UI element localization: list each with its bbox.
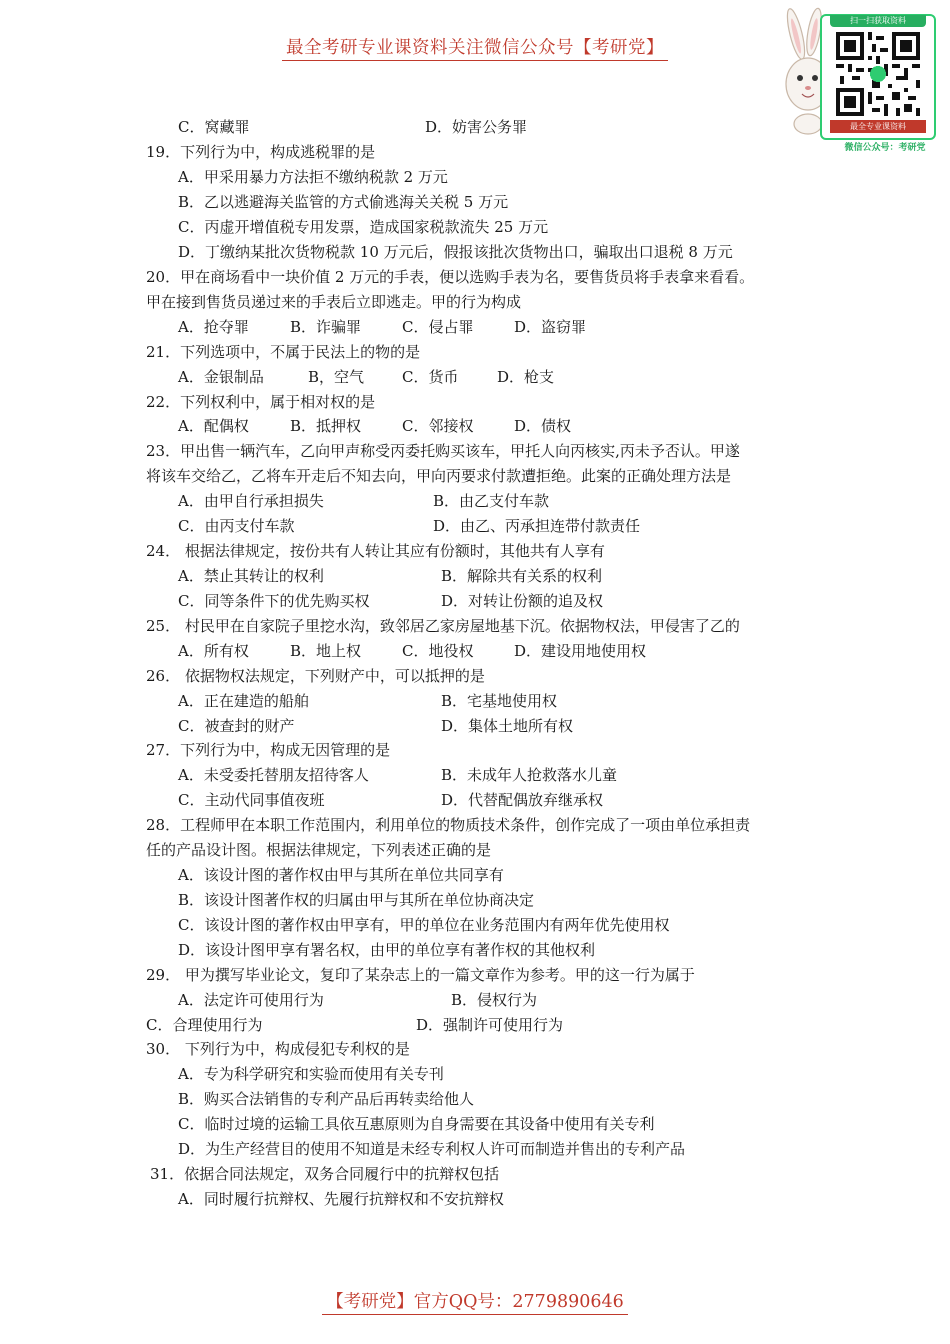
text-line: B．解除共有关系的权利 bbox=[441, 567, 603, 585]
text-line: B．乙以逃避海关监管的方式偷逃海关关税 5 万元 bbox=[178, 193, 509, 211]
text-line: 甲在接到售货员递过来的手表后立即逃走。甲的行为构成 bbox=[146, 293, 522, 311]
text-line: A．禁止其转让的权利 bbox=[178, 567, 324, 585]
text-line: C．合理使用行为 bbox=[146, 1016, 263, 1034]
text-line: B．抵押权 bbox=[290, 417, 362, 435]
wechat-account-label: 微信公众号：考研党 bbox=[844, 143, 926, 153]
page-footer bbox=[0, 1288, 950, 1313]
footer-contact[interactable]: 【考研党】官方QQ号：2779890646 bbox=[322, 1292, 628, 1315]
text-line: D．集体土地所有权 bbox=[441, 717, 574, 735]
text-line: C．丙虚开增值税专用发票，造成国家税款流失 25 万元 bbox=[178, 218, 549, 236]
text-line: D．代替配偶放弃继承权 bbox=[441, 791, 604, 809]
text-line: D．对转让份额的追及权 bbox=[441, 592, 604, 610]
text-line: B．侵权行为 bbox=[451, 991, 538, 1009]
text-line: A．同时履行抗辩权、先履行抗辩权和不安抗辩权 bbox=[178, 1190, 504, 1208]
text-line: 28．工程师甲在本职工作范围内，利用单位的物质技术条件，创作完成了一项由单位承担责 bbox=[146, 816, 751, 834]
text-line: D．为生产经营目的使用不知道是未经专利权人许可而制造并售出的专利产品 bbox=[178, 1140, 686, 1158]
text-line: C．侵占罪 bbox=[402, 318, 474, 336]
text-line: C．由丙支付车款 bbox=[178, 517, 295, 535]
text-line: D．妨害公务罪 bbox=[425, 118, 528, 136]
text-line: A．由甲自行承担损失 bbox=[178, 492, 324, 510]
text-line: A．金银制品 bbox=[178, 368, 264, 386]
text-line: B．由乙支付车款 bbox=[433, 492, 550, 510]
header-title[interactable]: 最全考研专业课资料关注微信公众号【考研党】 bbox=[282, 38, 668, 61]
text-line: 将该车交给乙，乙将车开走后不知去向，甲向丙要求付款遭拒绝。此案的正确处理方法是 bbox=[146, 467, 732, 485]
text-line: D．强制许可使用行为 bbox=[416, 1016, 564, 1034]
text-line: A．所有权 bbox=[178, 642, 249, 660]
text-line: D．该设计图甲享有署名权，由甲的单位享有著作权的其他权利 bbox=[178, 941, 596, 959]
text-line: A．抢夺罪 bbox=[178, 318, 249, 336]
text-line: 任的产品设计图。根据法律规定，下列表述正确的是 bbox=[146, 841, 492, 859]
text-line: 19．下列行为中，构成逃税罪的是 bbox=[146, 143, 376, 161]
text-line: A．正在建造的船舶 bbox=[178, 692, 309, 710]
text-line: A．该设计图的著作权由甲与其所在单位共同享有 bbox=[178, 866, 504, 884]
text-line: 29． 甲为撰写毕业论文，复印了某杂志上的一篇文章作为参考。甲的这一行为属于 bbox=[146, 966, 695, 984]
text-line: 25． 村民甲在自家院子里挖水沟，致邻居乙家房屋地基下沉。依据物权法，甲侵害了乙的 bbox=[146, 617, 740, 635]
text-line: C．货币 bbox=[402, 368, 459, 386]
text-line: 22．下列权利中，属于相对权的是 bbox=[146, 393, 376, 411]
text-line: D．盗窃罪 bbox=[514, 318, 587, 336]
text-line: D．由乙、丙承担连带付款责任 bbox=[433, 517, 641, 535]
text-line: C．被查封的财产 bbox=[178, 717, 295, 735]
text-line: D．枪支 bbox=[497, 368, 555, 386]
text-line: 24． 根据法律规定，按份共有人转让其应有份额时，其他共有人享有 bbox=[146, 542, 605, 560]
text-line: B．购买合法销售的专利产品后再转卖给他人 bbox=[178, 1090, 475, 1108]
qr-banner: 最全专业课资料 bbox=[830, 120, 926, 133]
text-line: 31．依据合同法规定，双务合同履行中的抗辩权包括 bbox=[150, 1165, 500, 1183]
promo-badge[interactable] bbox=[782, 6, 942, 156]
qr-scan-label: 扫一扫获取资料 bbox=[830, 15, 926, 27]
text-line: C．该设计图的著作权由甲享有，甲的单位在业务范围内有两年优先使用权 bbox=[178, 916, 670, 934]
text-line: B．未成年人抢救落水儿童 bbox=[441, 766, 618, 784]
text-line: C．邻接权 bbox=[402, 417, 474, 435]
text-line: B．地上权 bbox=[290, 642, 362, 660]
text-line: C．主动代同事值夜班 bbox=[178, 791, 325, 809]
text-line: 27．下列行为中，构成无因管理的是 bbox=[146, 741, 391, 759]
text-line: D．债权 bbox=[514, 417, 572, 435]
text-line: 20．甲在商场看中一块价值 2 万元的手表，便以选购手表为名，要售货员将手表拿来看看。 bbox=[146, 268, 755, 286]
text-line: A．未受委托替朋友招待客人 bbox=[178, 766, 369, 784]
text-line: B，空气 bbox=[308, 368, 365, 386]
text-line: D．建设用地使用权 bbox=[514, 642, 647, 660]
text-line: 30． 下列行为中，构成侵犯专利权的是 bbox=[146, 1040, 410, 1058]
text-line: C．同等条件下的优先购买权 bbox=[178, 592, 370, 610]
qr-card[interactable] bbox=[820, 14, 936, 140]
text-line: 21．下列选项中，不属于民法上的物的是 bbox=[146, 343, 421, 361]
text-line: D．丁缴纳某批次货物税款 10 万元后，假报该批次货物出口，骗取出口退税 8 万元 bbox=[178, 243, 733, 261]
text-line: A．甲采用暴力方法拒不缴纳税款 2 万元 bbox=[178, 168, 448, 186]
text-line: C．临时过境的运输工具依互惠原则为自身需要在其设备中使用有关专利 bbox=[178, 1115, 655, 1133]
text-line: B．宅基地使用权 bbox=[441, 692, 558, 710]
text-line: 26． 依据物权法规定，下列财产中，可以抵押的是 bbox=[146, 667, 485, 685]
text-line: A．配偶权 bbox=[178, 417, 249, 435]
text-line: A．法定许可使用行为 bbox=[178, 991, 324, 1009]
text-line: 23．甲出售一辆汽车，乙向甲声称受丙委托购买该车，甲托人向丙核实,丙未予否认。甲遂 bbox=[146, 442, 740, 460]
text-line: A．专为科学研究和实验而使用有关专刊 bbox=[178, 1065, 444, 1083]
text-line: C．窝藏罪 bbox=[178, 118, 250, 136]
text-line: B．该设计图著作权的归属由甲与其所在单位协商决定 bbox=[178, 891, 535, 909]
text-line: B．诈骗罪 bbox=[290, 318, 362, 336]
qr-code-icon[interactable] bbox=[836, 32, 920, 116]
text-line: C．地役权 bbox=[402, 642, 474, 660]
